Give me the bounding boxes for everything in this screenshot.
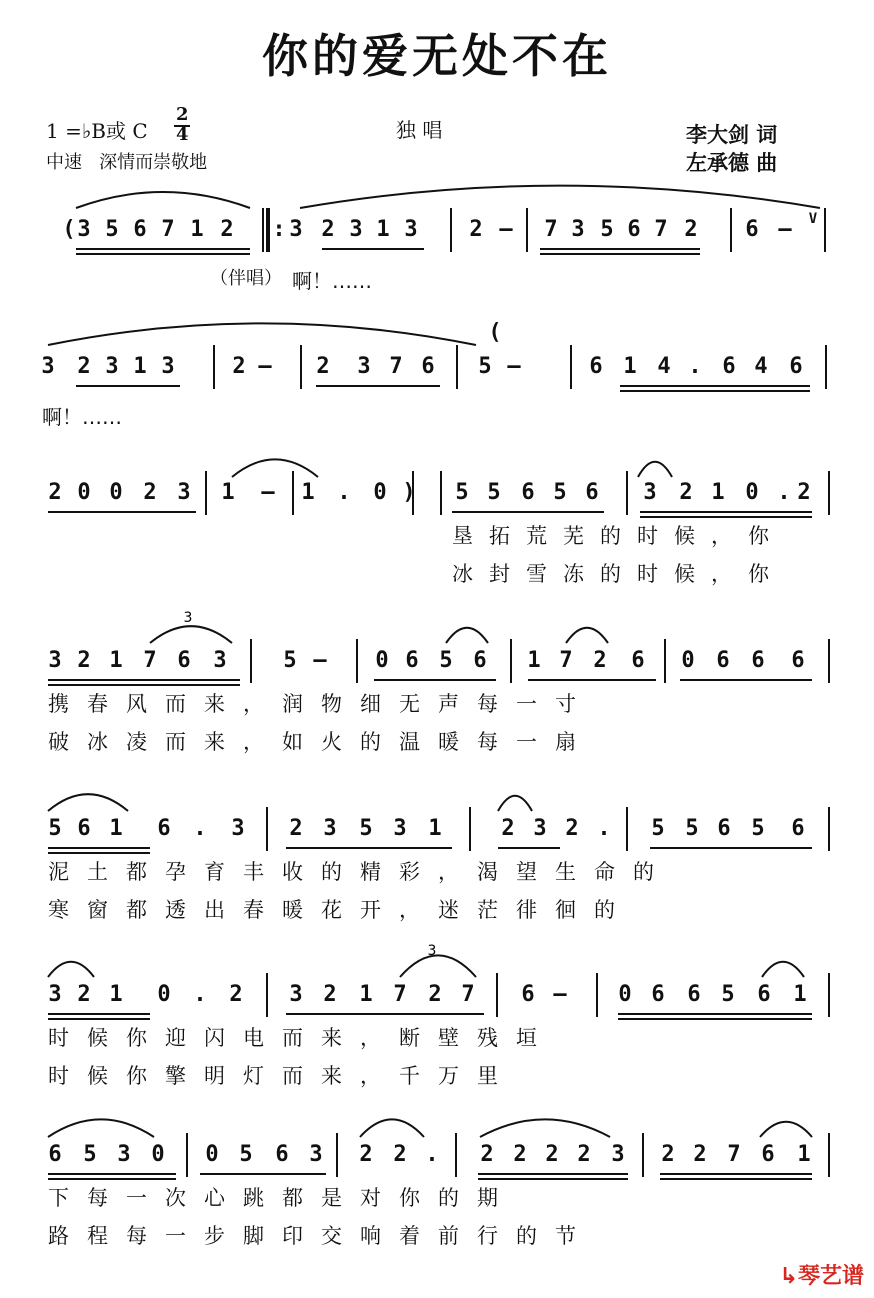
note-6: 6 xyxy=(589,354,603,379)
slur xyxy=(48,794,128,811)
note-2: 2 xyxy=(359,1142,373,1167)
note-5: 5 xyxy=(239,1142,253,1167)
lyric-verse-1: 垦拓荒芜的时候，你 xyxy=(452,524,785,548)
note-3: 3 xyxy=(393,816,407,841)
song-title: 你的爱无处不在 xyxy=(262,29,612,83)
slur xyxy=(76,192,250,208)
note-dash: – xyxy=(507,354,521,379)
note-6: 6 xyxy=(791,816,805,841)
note-7: 7 xyxy=(393,982,407,1007)
triplet-mark: 3 xyxy=(183,610,193,626)
slur xyxy=(300,186,820,208)
note-0: 0 xyxy=(618,982,632,1007)
note-5: 5 xyxy=(751,816,765,841)
watermark-text: 琴艺谱 xyxy=(797,1264,864,1289)
note-5: 5 xyxy=(478,354,492,379)
note-2: 2 xyxy=(323,982,337,1007)
note-6: 6 xyxy=(421,354,435,379)
note-0: 0 xyxy=(205,1142,219,1167)
note-0: 0 xyxy=(375,648,389,673)
note-5: 5 xyxy=(721,982,735,1007)
note-3: 3 xyxy=(177,480,191,505)
note-2: 2 xyxy=(679,480,693,505)
slur xyxy=(760,1122,812,1137)
note-1: 1 xyxy=(359,982,373,1007)
note-3: 3 xyxy=(77,217,91,242)
note-0: 0 xyxy=(373,480,387,505)
note-dot: . xyxy=(425,1142,439,1167)
note-5: 5 xyxy=(651,816,665,841)
note-3: 3 xyxy=(289,982,303,1007)
note-6: 6 xyxy=(791,648,805,673)
note-0: 0 xyxy=(151,1142,165,1167)
note-2: 2 xyxy=(565,816,579,841)
note-5: 5 xyxy=(487,480,501,505)
ah-lyric-1: 啊！…… xyxy=(292,269,372,293)
note-2: 2 xyxy=(545,1142,559,1167)
note-2: 2 xyxy=(316,354,330,379)
note-3: 3 xyxy=(161,354,175,379)
note-5: 5 xyxy=(359,816,373,841)
note-6: 6 xyxy=(761,1142,775,1167)
note-7: 7 xyxy=(727,1142,741,1167)
note-6: 6 xyxy=(627,217,641,242)
lyric-verse-1: 下每一次心跳都是对你的期 xyxy=(48,1186,516,1210)
note-1: 1 xyxy=(623,354,637,379)
note-1: 1 xyxy=(190,217,204,242)
note-1: 1 xyxy=(109,982,123,1007)
tempo-marking: 中速 深情而崇敬地 xyxy=(46,152,208,173)
note-6: 6 xyxy=(275,1142,289,1167)
note-3: 3 xyxy=(48,982,62,1007)
note-0: 0 xyxy=(109,480,123,505)
note-dash: – xyxy=(778,217,792,242)
note-dot: . xyxy=(193,816,207,841)
note-dash: – xyxy=(553,982,567,1007)
slur xyxy=(48,1119,154,1137)
lyricist: 李大剑 词 xyxy=(686,123,778,147)
performance-type: 独 唱 xyxy=(396,118,443,142)
lyric-verse-2: 冰封雪冻的时候，你 xyxy=(452,562,785,586)
note-6: 6 xyxy=(757,982,771,1007)
note-2: 2 xyxy=(289,816,303,841)
note-3: 3 xyxy=(41,354,55,379)
ah-lyric-2: 啊！…… xyxy=(42,405,122,429)
note-2: 2 xyxy=(684,217,698,242)
lyric-verse-2: 路程每一步脚印交响着前行的节 xyxy=(48,1224,594,1248)
note-3: 3 xyxy=(105,354,119,379)
lyric-verse-1: 时候你迎闪电而来，断壁残垣 xyxy=(48,1026,555,1050)
note-3: 3 xyxy=(213,648,227,673)
slur xyxy=(48,323,476,345)
note-3: 3 xyxy=(117,1142,131,1167)
note-2: 2 xyxy=(229,982,243,1007)
note-5: 5 xyxy=(83,1142,97,1167)
lyric-verse-2: 破冰凌而来，如火的温暖每一扇 xyxy=(48,730,594,754)
note-3: 3 xyxy=(48,648,62,673)
note-2: 2 xyxy=(393,1142,407,1167)
note-7: 7 xyxy=(389,354,403,379)
slur xyxy=(400,955,476,977)
note-2: 2 xyxy=(77,982,91,1007)
note-1: 1 xyxy=(527,648,541,673)
note-1: 1 xyxy=(711,480,725,505)
note-5: 5 xyxy=(553,480,567,505)
note-2: 2 xyxy=(661,1142,675,1167)
note-6: 6 xyxy=(77,816,91,841)
logo-icon: ↳ xyxy=(779,1264,798,1289)
note-6: 6 xyxy=(687,982,701,1007)
note-dash: – xyxy=(313,648,327,673)
note-2: 2 xyxy=(577,1142,591,1167)
note-6: 6 xyxy=(521,480,535,505)
note-6: 6 xyxy=(405,648,419,673)
paren-open-2: ( xyxy=(488,320,502,345)
note-6: 6 xyxy=(177,648,191,673)
paren-open: ( xyxy=(62,217,76,242)
note-2: 2 xyxy=(513,1142,527,1167)
note-6: 6 xyxy=(722,354,736,379)
note-dot: . xyxy=(688,354,702,379)
note-5: 5 xyxy=(455,480,469,505)
slur xyxy=(48,962,94,977)
note-5: 5 xyxy=(600,217,614,242)
note-2: 2 xyxy=(480,1142,494,1167)
note-6: 6 xyxy=(157,816,171,841)
slur xyxy=(638,462,672,477)
slur xyxy=(762,962,804,977)
note-6: 6 xyxy=(473,648,487,673)
note-6: 6 xyxy=(717,816,731,841)
note-7: 7 xyxy=(654,217,668,242)
note-1: 1 xyxy=(109,816,123,841)
note-3: 3 xyxy=(289,217,303,242)
note-2: 2 xyxy=(501,816,515,841)
slur xyxy=(446,628,488,643)
note-2: 2 xyxy=(77,648,91,673)
key-signature: 1 =♭B或 C xyxy=(46,119,148,143)
note-1: 1 xyxy=(109,648,123,673)
note-5: 5 xyxy=(439,648,453,673)
note-6: 6 xyxy=(745,217,759,242)
note-6: 6 xyxy=(585,480,599,505)
slur xyxy=(480,1119,610,1137)
note-6: 6 xyxy=(631,648,645,673)
lyric-verse-2: 寒窗都透出春暖花开，迷茫徘徊的 xyxy=(48,898,633,922)
note-dot: . xyxy=(597,816,611,841)
slur xyxy=(232,459,318,477)
note-2: 2 xyxy=(693,1142,707,1167)
slur xyxy=(566,628,608,643)
note-3: 3 xyxy=(309,1142,323,1167)
note-1: 1 xyxy=(797,1142,811,1167)
note-7: 7 xyxy=(461,982,475,1007)
note-2: 2 xyxy=(428,982,442,1007)
note-6: 6 xyxy=(133,217,147,242)
note-1: 1 xyxy=(301,480,315,505)
note-4: 4 xyxy=(754,354,768,379)
note-6: 6 xyxy=(789,354,803,379)
note-2: 2 xyxy=(469,217,483,242)
accompany-label: （伴唱） xyxy=(210,268,282,289)
note-6: 6 xyxy=(651,982,665,1007)
note-dot: . xyxy=(337,480,351,505)
note-3: 3 xyxy=(349,217,363,242)
note-6: 6 xyxy=(48,1142,62,1167)
note-3: 3 xyxy=(533,816,547,841)
time-signature-bottom: 4 xyxy=(176,124,189,145)
note-dash: – xyxy=(258,354,272,379)
note-2: 2 xyxy=(593,648,607,673)
note-7: 7 xyxy=(544,217,558,242)
note-dot: . xyxy=(193,982,207,1007)
slur xyxy=(360,1119,424,1137)
note-2: 2 xyxy=(220,217,234,242)
note-2: 2 xyxy=(232,354,246,379)
triplet-mark: 3 xyxy=(427,943,437,959)
note-5: 5 xyxy=(685,816,699,841)
note-1: 1 xyxy=(428,816,442,841)
note-3: 3 xyxy=(357,354,371,379)
note-dash: – xyxy=(261,480,275,505)
note-3: 3 xyxy=(231,816,245,841)
note-3: 3 xyxy=(643,480,657,505)
slur xyxy=(150,626,232,643)
note-0: 0 xyxy=(77,480,91,505)
composer: 左承德 曲 xyxy=(686,151,778,175)
note-5: 5 xyxy=(105,217,119,242)
note-1: 1 xyxy=(793,982,807,1007)
note-2: 2 xyxy=(321,217,335,242)
repeat-dots: : xyxy=(272,217,286,242)
lyric-verse-1: 携春风而来，润物细无声每一寸 xyxy=(48,692,594,716)
note-0: 0 xyxy=(681,648,695,673)
note-7: 7 xyxy=(161,217,175,242)
note-2: 2 xyxy=(143,480,157,505)
note-3: 3 xyxy=(611,1142,625,1167)
breath-mark: V xyxy=(808,211,818,227)
note-6: 6 xyxy=(716,648,730,673)
note-dash: – xyxy=(499,217,513,242)
note-2: 2 xyxy=(77,354,91,379)
time-signature-top: 2 xyxy=(176,104,189,125)
lyric-verse-2: 时候你擎明灯而来，千万里 xyxy=(48,1064,516,1088)
slur xyxy=(498,796,532,811)
note-5: 5 xyxy=(48,816,62,841)
note-2: 2 xyxy=(797,480,811,505)
note-0: 0 xyxy=(157,982,171,1007)
note-5: 5 xyxy=(283,648,297,673)
note-3: 3 xyxy=(404,217,418,242)
note-6: 6 xyxy=(521,982,535,1007)
note-1: 1 xyxy=(376,217,390,242)
note-2: 2 xyxy=(48,480,62,505)
note-dot: . xyxy=(777,480,791,505)
note-0: 0 xyxy=(745,480,759,505)
note-7: 7 xyxy=(559,648,573,673)
note-3: 3 xyxy=(571,217,585,242)
note-4: 4 xyxy=(657,354,671,379)
note-7: 7 xyxy=(143,648,157,673)
note-3: 3 xyxy=(323,816,337,841)
note-6: 6 xyxy=(751,648,765,673)
paren-close: ) xyxy=(402,480,416,505)
note-1: 1 xyxy=(133,354,147,379)
note-1: 1 xyxy=(221,480,235,505)
lyric-verse-1: 泥土都孕育丰收的精彩，渴望生命的 xyxy=(48,860,672,884)
